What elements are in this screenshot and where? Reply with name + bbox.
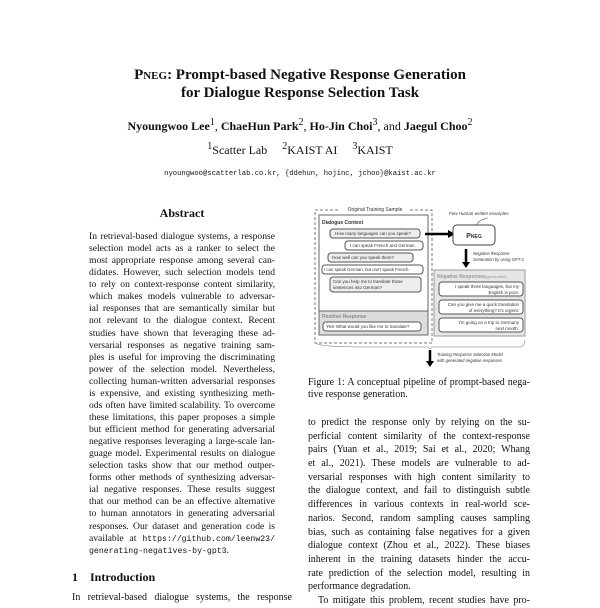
text-line: dialogue context (Zhou et al., 2022). These biases (308, 540, 530, 552)
text-line: ial responses that are semantically similar but (89, 303, 275, 315)
text-line: power of the selection model. Nevertheless, (89, 363, 275, 375)
training-label: with generated negative responses (437, 358, 502, 363)
author-name: Nyoungwoo Lee (127, 119, 210, 133)
text-line: perficial content similarity of the context-response (308, 430, 530, 442)
text-line: which makes models vulnerable to adversar- (89, 291, 275, 303)
affiliation: KAIST AI (287, 143, 338, 157)
and-text: and (383, 119, 401, 133)
text-line: rate prediction of the selection model, resulting in (308, 567, 530, 579)
text-line: not relevant to the dialogue context. Recent (89, 315, 275, 327)
original-sample-label: Original Training Sample (347, 207, 403, 213)
turn-text: I can speak French and German. (350, 243, 416, 248)
aff-sup: 1 (207, 141, 213, 152)
author-sup: 2 (467, 117, 473, 128)
arrow-down-icon (462, 262, 470, 268)
turn-text: How many languages can you speak? (335, 231, 412, 236)
text-line: to predict the response only by relying on the su- (308, 417, 530, 428)
negative-tag: (generated) (486, 274, 507, 279)
text-line: bias, such as containing false negatives for a given (308, 526, 530, 538)
few-shot-label: Few Human-written examples (449, 211, 509, 216)
negative-text: of everything? It's urgent. (468, 308, 519, 313)
text-line: forms other methods of synthesizing adversar- (89, 472, 275, 484)
paper-title-line2: for Dialogue Response Selection Task (180, 85, 420, 101)
author-sup: 2 (298, 117, 304, 128)
text: available at (89, 532, 143, 544)
text-line: negative responses leveraging a large-scale lan- (89, 436, 275, 448)
link-line (89, 545, 275, 557)
section-heading-introduction (72, 570, 155, 584)
affiliation: KAIST (357, 143, 393, 157)
text: . (226, 544, 229, 556)
text-line: collecting human-written adversarial responses (89, 375, 275, 387)
aff-sup: 2 (282, 141, 288, 152)
text-line: to human annotators in generating adversarial (89, 508, 275, 520)
affiliation: Scatter Lab (212, 143, 268, 157)
section-number: 1 (72, 570, 78, 584)
text-line: ial negative responses. These results suggest (89, 484, 275, 496)
text-line: selection model acts as a ranker to select the (89, 243, 275, 255)
aff-sup: 3 (352, 141, 358, 152)
right-column-body (308, 416, 530, 608)
text-line: versarial responses with high content similarity to (308, 471, 530, 483)
text-line: selection tasks show that our method outper- (89, 460, 275, 472)
positive-label: Positive Response (322, 314, 367, 320)
author-name: Jaegul Choo (403, 119, 468, 133)
text-line: To mitigate this problem, recent studies have pro- (318, 594, 530, 606)
title-text: : Prompt-based Negative Response Generation (167, 67, 466, 83)
text-line: didates. However, such selection models tend (89, 267, 275, 279)
text-line: ods often have limited scalability. To overcome (89, 399, 275, 411)
caption-line: tive response generation. (308, 389, 408, 400)
text-line: studies have shown that leveraging these ad- (89, 327, 275, 339)
author-emails: nyoungwoo@scatterlab.co.kr, {ddehun, hojinc, jchoo}@kaist.ac.kr (164, 170, 436, 178)
author-name: ChaeHun Park (220, 119, 299, 133)
negative-label: Negative Responses (437, 274, 486, 280)
caption-line: Figure 1: A conceptual pipeline of prompt-based nega- (308, 377, 530, 388)
figure-caption (308, 377, 530, 401)
pneg-name: Pneg (134, 67, 168, 83)
text-line: pairs (Yuan et al., 2019; Sai et al., 2020; Whang (308, 444, 530, 456)
text-line: the dialogue context, and fail to distinguish subtle (308, 485, 530, 497)
context-label: Dialogue Context (322, 220, 364, 226)
author-name: Ho-Jin Choi (309, 119, 373, 133)
negative-text: next month. (495, 326, 519, 331)
text-line: is expensive, and existing synthesizing meth- (89, 387, 275, 399)
turn-text: Can you help me to translate these (333, 279, 403, 284)
text-line: et al., 2021). These models are vulnerable to ad- (308, 458, 530, 470)
text-line: versarial responses as negative training sam- (89, 339, 275, 351)
text-line: these limitations, this paper proposes a simple (89, 411, 275, 423)
generation-label: Generation by using GPT-3 (473, 257, 524, 262)
negative-text: I'm going on a trip to Germany (458, 320, 519, 325)
text-line: that our method can be an effective alternative (89, 496, 275, 508)
abstract-heading: Abstract (159, 206, 205, 220)
author-list: Nyoungwoo Lee$^1$, ChaeHun Park$^2$, Ho-Jin Choi$^3$, and Jaegul Choo$^2$ (127, 117, 473, 133)
text-line: ples is useful for improving the discriminating (89, 351, 275, 363)
text-line: most appropriate response among several can- (89, 255, 275, 267)
code-link[interactable]: https://github.com/leenw23/ (142, 534, 275, 544)
text-line: performance degradation. (308, 581, 411, 593)
generation-label: Negative Response (473, 251, 510, 256)
link-line (89, 533, 275, 545)
negative-text: I speak three languages, but my (454, 284, 519, 289)
arrow-down-icon (426, 361, 434, 367)
intro-body (72, 592, 292, 604)
text-line: In retrieval-based dialogue systems, a response (89, 231, 275, 242)
code-link[interactable]: generating-negatives-by-gpt3 (89, 546, 227, 556)
text-line: but efficient method for generating adversarial (89, 424, 275, 435)
pneg-label: Pneg (466, 233, 482, 240)
text-line: narios. Second, random sampling causes sampling (308, 512, 530, 524)
author-sup: 1 (209, 117, 215, 128)
negative-text: English is poor. (488, 290, 519, 295)
text-line: guage model. Experimental results on dialogue (89, 448, 275, 460)
turn-text: I can speak German, but can't speak French. (324, 267, 410, 272)
author-sup: 3 (372, 117, 378, 128)
negative-text: Can you give me a quick translation (447, 302, 519, 307)
text-line: responses. Our dataset and generation code is (89, 520, 275, 532)
positive-text: Yes! What would you like me to translate? (326, 324, 410, 329)
text-line: differences in various contexts in real-world sce- (308, 499, 530, 511)
turn-text: How well can you speak them? (332, 255, 395, 260)
training-label: Training Response Selection Model (437, 352, 503, 357)
text-line: inherent in the training datasets hinder the accu- (308, 553, 530, 565)
text-line: In retrieval-based dialogue systems, the response (72, 592, 292, 603)
text-line: to rely on context-response content similarity, (89, 279, 275, 291)
turn-text: sentences into German? (333, 285, 383, 290)
section-title: Introduction (90, 570, 156, 584)
